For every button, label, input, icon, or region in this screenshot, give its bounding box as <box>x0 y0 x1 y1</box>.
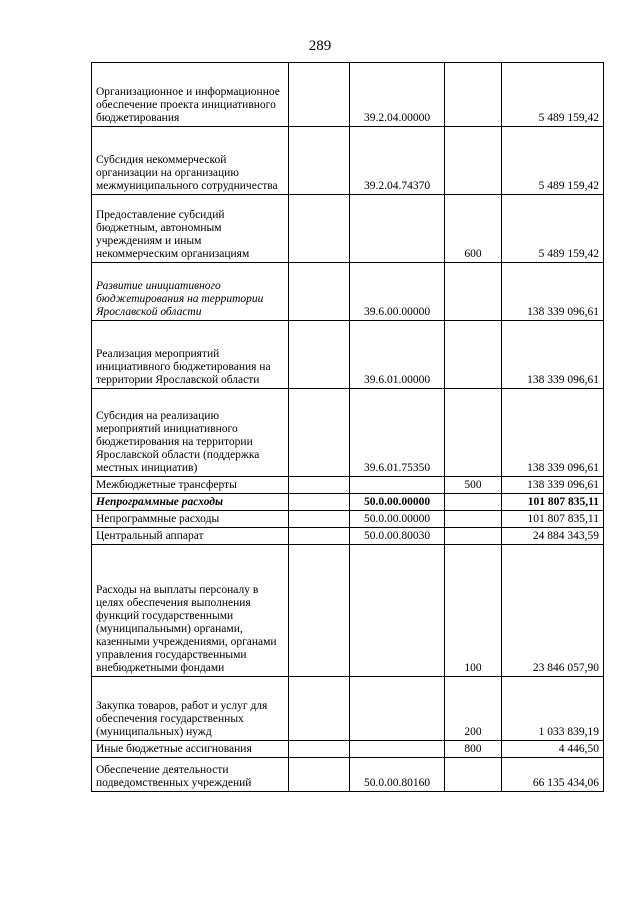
row-name-cell: Непрограммные расходы <box>92 511 289 528</box>
row-type-cell: 500 <box>445 477 502 494</box>
row-empty-cell <box>289 321 350 389</box>
row-empty-cell <box>289 677 350 741</box>
row-name-cell: Предоставление субсидий бюджетным, автономным учреждениям и иным некоммерческим организациям <box>92 195 289 263</box>
row-amount-cell: 4 446,50 <box>502 741 604 758</box>
row-amount-cell: 24 884 343,59 <box>502 528 604 545</box>
row-type-cell <box>445 528 502 545</box>
row-amount-cell: 5 489 159,42 <box>502 127 604 195</box>
row-amount-cell: 138 339 096,61 <box>502 389 604 477</box>
row-empty-cell <box>289 389 350 477</box>
table-row <box>92 321 604 389</box>
row-empty-cell <box>289 263 350 321</box>
table-row <box>92 195 604 263</box>
row-empty-cell <box>289 127 350 195</box>
row-type-cell <box>445 494 502 511</box>
row-code-cell: 50.0.00.80030 <box>350 528 445 545</box>
page-number: 289 <box>308 38 332 54</box>
row-type-cell <box>445 63 502 127</box>
row-amount-cell: 23 846 057,90 <box>502 545 604 677</box>
row-empty-cell <box>289 528 350 545</box>
row-type-cell: 600 <box>445 195 502 263</box>
row-name-cell: Субсидия некоммерческой организации на организацию межмуниципального сотрудничества <box>92 127 289 195</box>
row-type-cell <box>445 511 502 528</box>
row-empty-cell <box>289 63 350 127</box>
row-code-cell: 50.0.00.00000 <box>350 511 445 528</box>
row-name-cell: Закупка товаров, работ и услуг для обеспечения государственных (муниципальных) нужд <box>92 677 289 741</box>
row-amount-cell: 101 807 835,11 <box>502 494 604 511</box>
row-code-cell: 50.0.00.00000 <box>350 494 445 511</box>
table-row <box>92 511 604 528</box>
row-amount-cell: 5 489 159,42 <box>502 63 604 127</box>
table-row <box>92 741 604 758</box>
row-empty-cell <box>289 195 350 263</box>
row-code-cell <box>350 545 445 677</box>
row-amount-cell: 66 135 434,06 <box>502 758 604 792</box>
table-row <box>92 528 604 545</box>
row-empty-cell <box>289 477 350 494</box>
budget-table-body <box>92 63 604 792</box>
row-code-cell: 39.6.01.75350 <box>350 389 445 477</box>
row-name-cell: Субсидия на реализацию мероприятий инициативного бюджетирования на территории Ярославской области (поддержка местных инициатив) <box>92 389 289 477</box>
row-amount-cell: 138 339 096,61 <box>502 321 604 389</box>
row-name-cell: Реализация мероприятий инициативного бюджетирования на территории Ярославской области <box>92 321 289 389</box>
row-amount-cell: 138 339 096,61 <box>502 477 604 494</box>
row-code-cell: 39.2.04.00000 <box>350 63 445 127</box>
row-name-cell: Обеспечение деятельности подведомственных учреждений <box>92 758 289 792</box>
row-empty-cell <box>289 494 350 511</box>
row-type-cell: 100 <box>445 545 502 677</box>
row-name-cell: Развитие инициативного бюджетирования на территории Ярославской области <box>92 263 289 321</box>
row-code-cell <box>350 677 445 741</box>
table-row <box>92 494 604 511</box>
row-name-cell: Межбюджетные трансферты <box>92 477 289 494</box>
row-name-cell: Непрограммные расходы <box>92 494 289 511</box>
row-empty-cell <box>289 545 350 677</box>
row-code-cell: 50.0.00.80160 <box>350 758 445 792</box>
table-row <box>92 477 604 494</box>
row-amount-cell: 1 033 839,19 <box>502 677 604 741</box>
row-name-cell: Организационное и информационное обеспечение проекта инициативного бюджетирования <box>92 63 289 127</box>
row-type-cell <box>445 263 502 321</box>
row-amount-cell: 5 489 159,42 <box>502 195 604 263</box>
row-code-cell <box>350 741 445 758</box>
row-name-cell: Центральный аппарат <box>92 528 289 545</box>
row-code-cell <box>350 195 445 263</box>
row-name-cell: Иные бюджетные ассигнования <box>92 741 289 758</box>
table-row <box>92 127 604 195</box>
row-empty-cell <box>289 758 350 792</box>
budget-table <box>91 62 604 792</box>
row-type-cell <box>445 321 502 389</box>
row-empty-cell <box>289 511 350 528</box>
table-row <box>92 63 604 127</box>
row-type-cell: 800 <box>445 741 502 758</box>
table-row <box>92 758 604 792</box>
table-row <box>92 545 604 677</box>
row-empty-cell <box>289 741 350 758</box>
row-name-cell: Расходы на выплаты персоналу в целях обеспечения выполнения функций государственными (муниципальными) органами, казенными учреждениями, органами управления государственными внебюджетными фондами <box>92 545 289 677</box>
row-code-cell <box>350 477 445 494</box>
row-amount-cell: 138 339 096,61 <box>502 263 604 321</box>
table-row <box>92 677 604 741</box>
row-code-cell: 39.6.00.00000 <box>350 263 445 321</box>
row-amount-cell: 101 807 835,11 <box>502 511 604 528</box>
row-type-cell <box>445 389 502 477</box>
table-row <box>92 389 604 477</box>
row-type-cell <box>445 758 502 792</box>
row-code-cell: 39.2.04.74370 <box>350 127 445 195</box>
table-row <box>92 263 604 321</box>
row-type-cell <box>445 127 502 195</box>
row-type-cell: 200 <box>445 677 502 741</box>
row-code-cell: 39.6.01.00000 <box>350 321 445 389</box>
